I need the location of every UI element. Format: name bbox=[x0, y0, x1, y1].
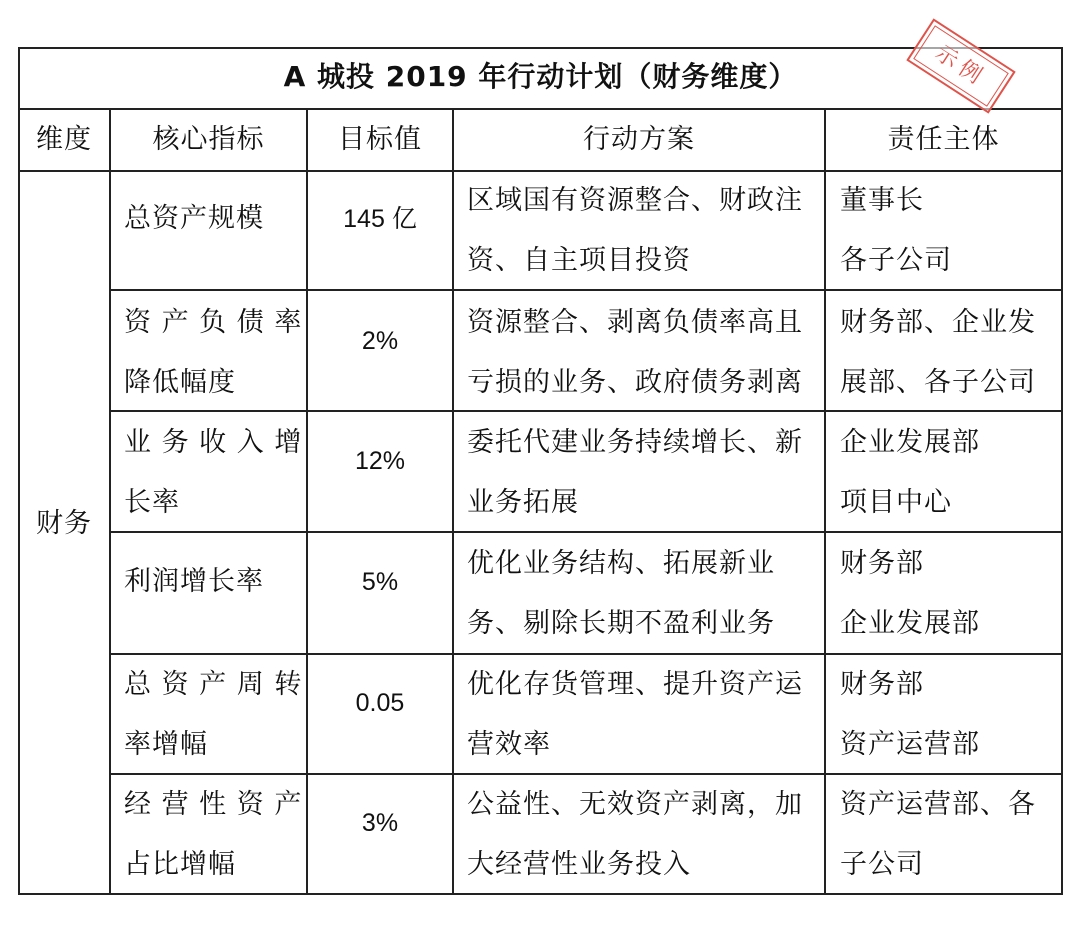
target-cell: 5% bbox=[361, 568, 399, 596]
indicator-line: 占比增幅 bbox=[124, 849, 236, 880]
grid-line bbox=[109, 108, 111, 893]
indicator-line: 资 产 负 债 率 bbox=[124, 307, 303, 338]
owner-line: 资产运营部、各 bbox=[840, 789, 1036, 820]
plan-line: 营效率 bbox=[467, 729, 551, 760]
grid-line bbox=[452, 108, 454, 893]
header-target: 目标值 bbox=[338, 124, 422, 155]
indicator-cell: 利润增长率 bbox=[124, 566, 264, 597]
indicator-line: 降低幅度 bbox=[124, 367, 236, 398]
header-dimension: 维度 bbox=[36, 124, 92, 155]
indicator-line: 经 营 性 资 产 bbox=[124, 789, 303, 820]
target-cell: 145 亿 bbox=[343, 205, 417, 233]
sample-stamp: 示例 bbox=[906, 18, 1015, 113]
plan-line: 优化存货管理、提升资产运 bbox=[467, 669, 803, 700]
indicator-line: 业 务 收 入 增 bbox=[124, 427, 303, 458]
owner-line: 财务部 bbox=[840, 669, 924, 700]
owner-line: 各子公司 bbox=[840, 245, 952, 276]
target-cell: 3% bbox=[361, 809, 399, 837]
owner-line: 企业发展部 bbox=[840, 427, 980, 458]
plan-line: 资源整合、剥离负债率高且 bbox=[467, 307, 803, 338]
dimension-cell: 财务 bbox=[36, 508, 92, 539]
indicator-cell: 总资产规模 bbox=[124, 203, 264, 234]
owner-line: 项目中心 bbox=[840, 487, 952, 518]
owner-line: 财务部、企业发 bbox=[840, 307, 1036, 338]
plan-line: 业务拓展 bbox=[467, 487, 579, 518]
plan-line: 区域国有资源整合、财政注 bbox=[467, 185, 803, 216]
header-owner: 责任主体 bbox=[887, 124, 1000, 155]
target-cell: 2% bbox=[361, 327, 399, 355]
plan-line: 大经营性业务投入 bbox=[467, 849, 691, 880]
plan-line: 优化业务结构、拓展新业 bbox=[467, 548, 775, 579]
indicator-line: 长率 bbox=[124, 487, 180, 518]
table-title: A 城投 2019 年行动计划（财务维度） bbox=[283, 60, 798, 93]
owner-line: 子公司 bbox=[840, 849, 924, 880]
plan-line: 亏损的业务、政府债务剥离 bbox=[467, 367, 803, 398]
owner-line: 展部、各子公司 bbox=[840, 367, 1036, 398]
owner-line: 财务部 bbox=[840, 548, 924, 579]
indicator-line: 率增幅 bbox=[124, 729, 208, 760]
grid-line bbox=[824, 108, 826, 893]
plan-line: 务、剔除长期不盈利业务 bbox=[467, 608, 775, 639]
header-plan: 行动方案 bbox=[583, 124, 695, 155]
owner-line: 企业发展部 bbox=[840, 608, 980, 639]
target-cell: 0.05 bbox=[355, 689, 405, 717]
action-plan-table bbox=[18, 47, 1063, 895]
owner-line: 董事长 bbox=[840, 185, 924, 216]
header-indicator: 核心指标 bbox=[152, 124, 265, 155]
plan-line: 委托代建业务持续增长、新 bbox=[467, 427, 803, 458]
target-cell: 12% bbox=[354, 447, 406, 475]
plan-line: 资、自主项目投资 bbox=[467, 245, 691, 276]
owner-line: 资产运营部 bbox=[840, 729, 980, 760]
plan-line: 公益性、无效资产剥离，加 bbox=[467, 789, 803, 820]
indicator-line: 总 资 产 周 转 bbox=[124, 669, 303, 700]
